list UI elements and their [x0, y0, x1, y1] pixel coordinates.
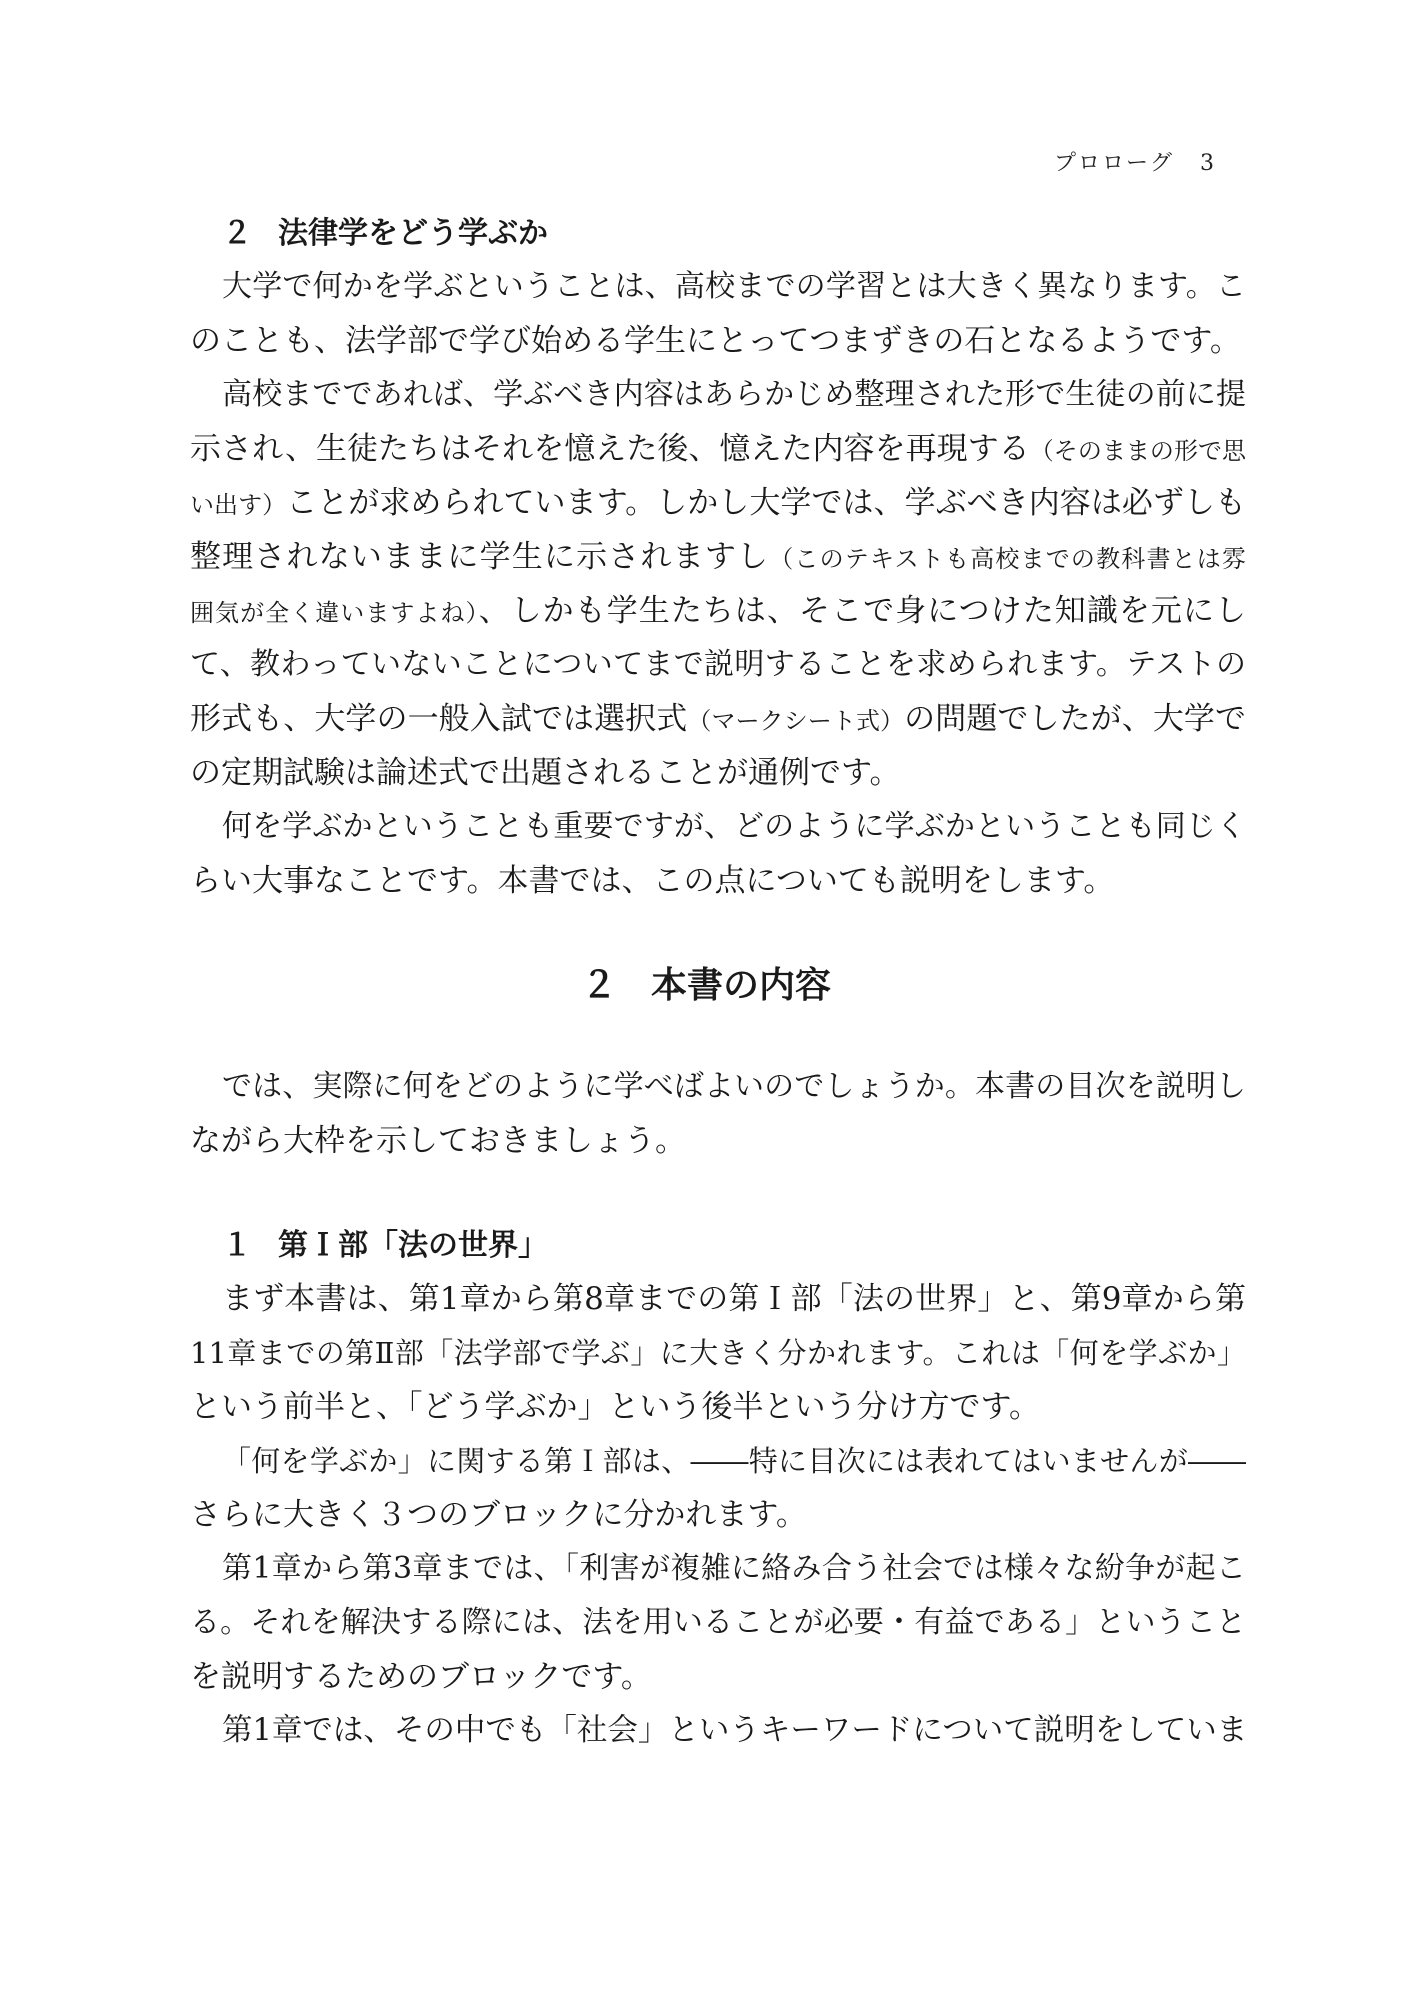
- paragraph-line: を説明するためのブロックです。: [190, 1659, 652, 1695]
- running-head: [1054, 146, 1216, 177]
- text-run: 、しかも学生たちは、そこで身につけた知識を元にし: [478, 593, 1246, 629]
- text-run: 形式も、大学の一般入試では選択式: [190, 701, 688, 737]
- paragraph-line: て、教わっていないことについてまで説明することを求められます。テストの: [190, 647, 1246, 682]
- text-run: の問題でしたが、大学で: [904, 701, 1247, 737]
- paragraph-line: る。それを解決する際には、法を用いることが必要・有益である」ということ: [190, 1605, 1246, 1640]
- parenthetical-note: （このテキストも高校までの教科書とは雰: [769, 545, 1246, 573]
- parenthetical-note: 囲気が全く違いますよね）: [190, 599, 479, 627]
- running-head-title: プロローグ: [1053, 151, 1174, 176]
- paragraph-line: [190, 424, 1246, 474]
- text-run: 示され、生徒たちはそれを憶えた後、憶えた内容を再現する: [190, 431, 1030, 467]
- section-heading-book-contents: [0, 958, 1412, 1014]
- paragraph-line: 高校までであれば、学ぶべき内容はあらかじめ整理された形で生徒の前に提: [222, 377, 1246, 412]
- section-title: 本書の内容: [651, 965, 832, 1006]
- paragraph-line: らい大事なことです。本書では、この点についても説明をします。: [190, 863, 1115, 899]
- paragraph-line: の定期試験は論述式で出題されることが通例です。: [190, 755, 901, 791]
- page-number: 3: [1200, 151, 1216, 176]
- paragraph-line: 何を学ぶかということも重要ですが、どのように学ぶかということも同じく: [222, 809, 1246, 844]
- paragraph-line: 11章までの第Ⅱ部「法学部で学ぶ」に大きく分かれます。これは「何を学ぶか」: [190, 1336, 1246, 1370]
- subsection-number: １: [222, 1228, 252, 1263]
- subsection-title: 第Ｉ部「法の世界」: [278, 1228, 548, 1263]
- paragraph-line: 第1章から第3章までは、「利害が複雑に絡み合う社会では様々な紛争が起こ: [222, 1551, 1246, 1586]
- parenthetical-note: （そのままの形で思: [1029, 437, 1247, 465]
- subsection-heading-how-to-study: [222, 212, 548, 256]
- paragraph-line: [190, 478, 1246, 528]
- paragraph-line: [190, 694, 1246, 744]
- paragraph-line: まず本書は、第1章から第8章までの第Ｉ部「法の世界」と、第9章から第: [222, 1281, 1246, 1317]
- subsection-heading-part-one: [222, 1224, 548, 1268]
- paragraph-line: のことも、法学部で学び始める学生にとってつまずきの石となるようです。: [190, 323, 1241, 359]
- paragraph-line: [190, 532, 1246, 582]
- paragraph-line: さらに大きく３つのブロックに分かれます。: [190, 1497, 807, 1533]
- paragraph-line: という前半と、「どう学ぶか」という後半という分け方です。: [190, 1389, 1041, 1425]
- paragraph-line: [190, 586, 1246, 636]
- parenthetical-note: （マークシート式）: [687, 707, 905, 735]
- subsection-number: ２: [222, 216, 252, 251]
- paragraph-line: では、実際に何をどのように学べばよいのでしょうか。本書の目次を説明し: [222, 1069, 1246, 1104]
- paragraph-line: 第1章では、その中でも「社会」というキーワードについて説明をしていま: [222, 1713, 1248, 1748]
- subsection-title: 法律学をどう学ぶか: [278, 216, 548, 251]
- text-run: 整理されないままに学生に示されますし: [190, 539, 770, 575]
- section-number: ２: [580, 965, 617, 1006]
- paragraph-line: 「何を学ぶか」に関する第Ｉ部は、――特に目次には表れてはいませんが――: [222, 1444, 1246, 1478]
- paragraph-line: ながら大枠を示しておきましょう。: [190, 1123, 686, 1159]
- paragraph-line: 大学で何かを学ぶということは、高校までの学習とは大きく異なります。こ: [222, 269, 1246, 304]
- parenthetical-note: い出す）: [190, 491, 287, 519]
- text-run: ことが求められています。しかし大学では、学ぶべき内容は必ずしも: [286, 485, 1247, 521]
